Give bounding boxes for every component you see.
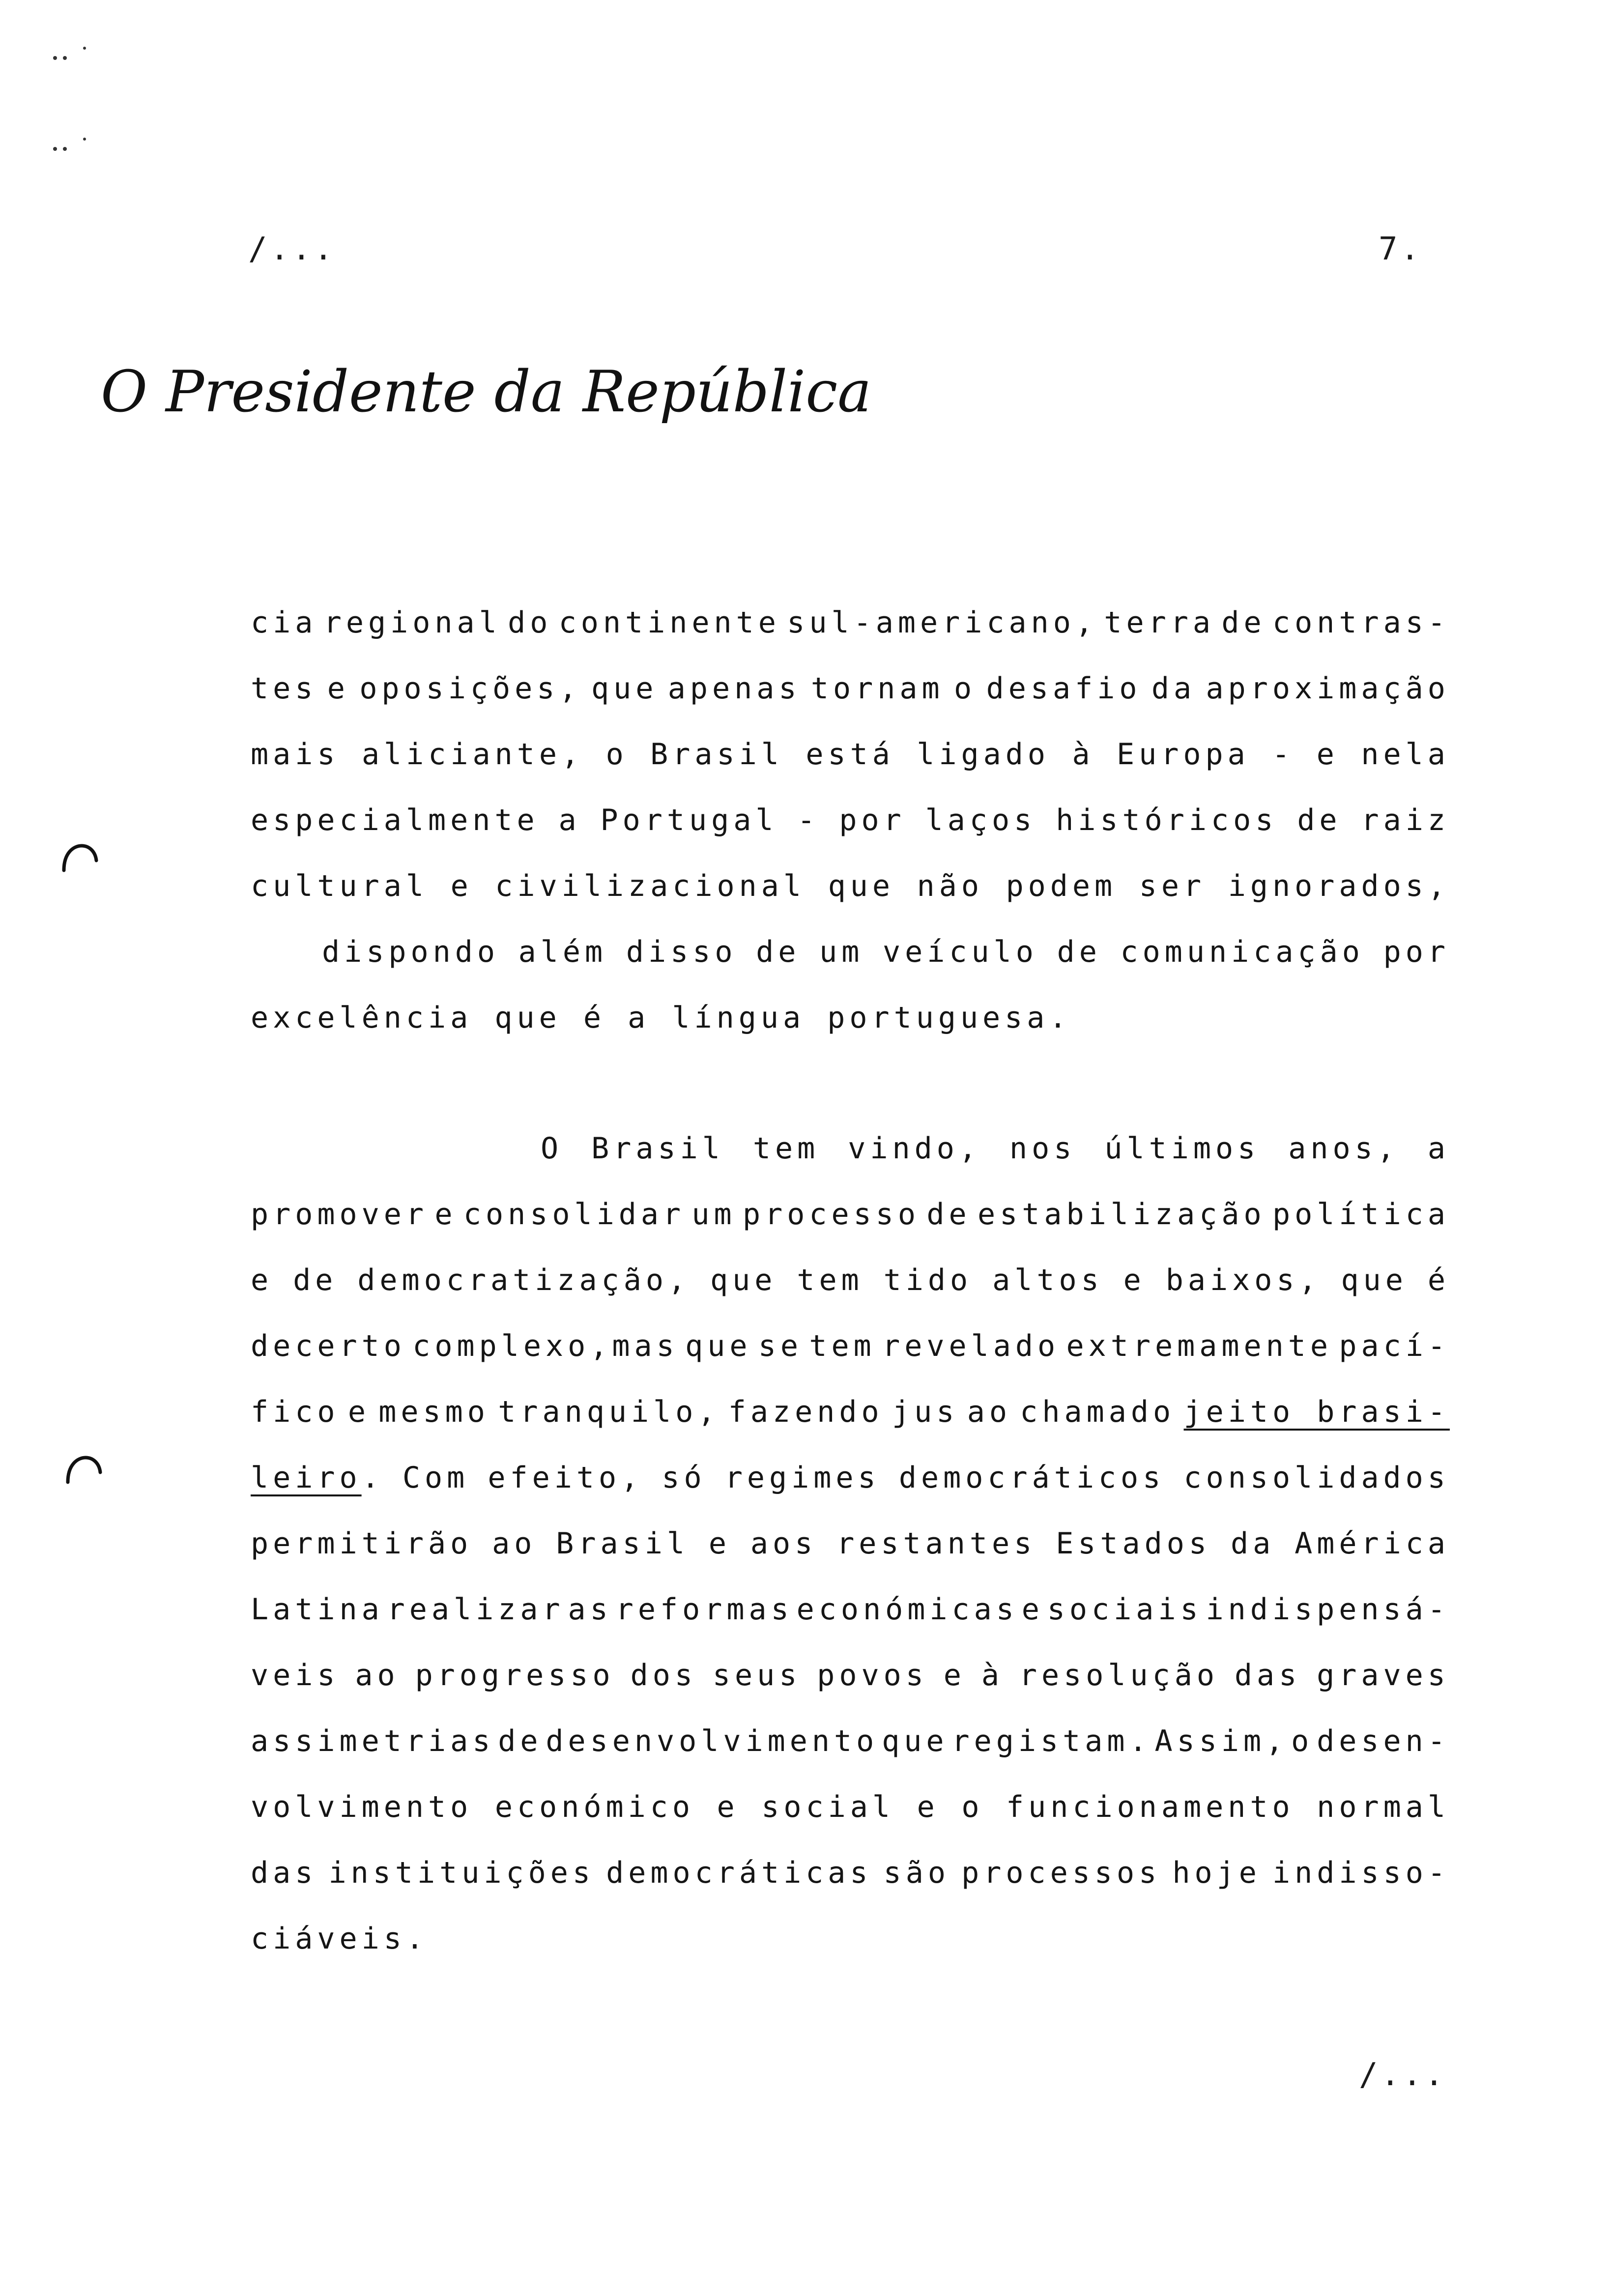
word: fico [251,1395,340,1429]
word: América [1295,1526,1450,1561]
word: regimes [724,1461,880,1495]
text-line [251,1445,1450,1511]
word: económicas [796,1592,1018,1627]
punch-hole-mark [60,843,99,872]
word: estabilização [977,1197,1266,1232]
word: tornam [810,671,944,706]
word: - [1272,737,1295,772]
word: o [1291,1724,1314,1758]
word: laços [925,803,1036,837]
word: das [1234,1658,1301,1693]
word: só [662,1461,706,1495]
word: das [251,1856,317,1890]
word: desenvolvimento [546,1724,879,1758]
word: e [434,1197,457,1232]
word: seus [712,1658,802,1693]
word: e [1123,1263,1146,1297]
body-paragraph-1 [251,590,1450,1051]
word: reformas [615,1592,793,1627]
word: e [917,1790,939,1824]
word: à [1072,737,1094,772]
word: últimos [1104,1131,1260,1166]
word: históricos [1056,803,1278,837]
word: volvimento [251,1790,473,1824]
word: social [761,1790,894,1824]
word: regional [323,605,501,640]
word: de [1221,605,1266,640]
word: complexo,mas [412,1329,679,1363]
word: sociais [1047,1592,1203,1627]
word: funcionamento [1006,1790,1295,1824]
word: aliciante, [361,737,584,772]
text-line [251,1906,1450,1972]
word: a [1427,1131,1450,1166]
word: o [954,671,977,706]
word: indisso- [1272,1856,1450,1890]
letterhead-title: O Presidente da República [101,359,872,425]
word: comunicação [1120,935,1364,969]
continuation-mark-top: /... [248,231,336,267]
word: instituições [328,1856,595,1890]
word: Com [402,1461,469,1495]
word: dispondo [322,935,499,969]
word: por [1383,935,1450,969]
text-line [251,853,1450,919]
word: que [591,671,658,706]
text-line [251,1379,1450,1445]
word: dos [630,1658,697,1693]
word: apenas [667,671,801,706]
word: tem [809,1329,876,1363]
word: por [839,803,906,837]
word: de [756,935,801,969]
word: processos [961,1856,1161,1890]
word: ignorados, [1228,869,1450,903]
word: cia [251,605,317,640]
text-line [251,1181,1450,1247]
word: um [691,1197,736,1232]
word: restantes [836,1526,1036,1561]
word: registam. [951,1724,1151,1758]
word: e [708,1526,731,1561]
word: efeito, [488,1461,643,1495]
word: política [1272,1197,1450,1232]
word: ligado [917,737,1050,772]
word: que [882,1724,949,1758]
word: é [1427,1263,1450,1297]
word: Brasil [650,737,783,772]
word: ciáveis. [251,1922,428,1956]
word: O [541,1131,563,1166]
word: são [883,1856,950,1890]
word: que [710,1263,777,1297]
word: Estados [1056,1526,1211,1561]
text-line [251,1840,1450,1906]
text-line [251,1774,1450,1840]
word: as [568,1592,612,1627]
word: que [1341,1263,1408,1297]
word: baixos, [1165,1263,1321,1297]
scan-artifact-dots [49,44,93,64]
word: revelado [882,1329,1060,1363]
word: ao [355,1658,400,1693]
word: oposições, [359,671,581,706]
text-line [251,590,1450,656]
word: nos [1009,1131,1076,1166]
word: permitirão [251,1526,473,1561]
word: e [717,1790,739,1824]
text-line [251,1511,1450,1577]
word: leiro. [251,1461,384,1495]
word: e [347,1395,370,1429]
word: altos [992,1263,1103,1297]
word: chamado [1020,1395,1176,1429]
word: fazendo [728,1395,884,1429]
word: graves [1317,1658,1450,1693]
word: nela [1361,737,1450,772]
word: sul-americano, [787,605,1098,640]
word: aos [750,1526,817,1561]
word: indispensá- [1206,1592,1450,1627]
page-number: 7. [1379,231,1423,267]
word: Latina [251,1592,384,1627]
word: se [758,1329,803,1363]
word: disso [626,935,737,969]
word: civilizacional [495,869,806,903]
word: aproximação [1206,671,1450,706]
word: ao [492,1526,537,1561]
word: e [943,1658,966,1693]
word: Assim, [1154,1724,1288,1758]
word: económico [494,1790,694,1824]
word: Brasil [556,1526,690,1561]
word: povos [817,1658,928,1693]
word: Portugal [600,803,778,837]
text-line [251,1313,1450,1379]
text-line [251,1247,1450,1313]
word: excelência que é a língua portuguesa. [251,1001,1071,1035]
word: decerto [251,1329,406,1363]
text-line [251,1642,1450,1708]
word: especialmente [251,803,539,837]
text-line [251,1116,1450,1181]
word: da [1230,1526,1275,1561]
word: tido [883,1263,973,1297]
continuation-mark-bottom: /... [1359,2057,1447,2093]
word: mesmo [378,1395,489,1429]
word: contras- [1272,605,1450,640]
word: pací- [1339,1329,1450,1363]
word: e [1021,1592,1044,1627]
word: democráticas [606,1856,872,1890]
word: de [498,1724,543,1758]
word: o [961,1790,984,1824]
word: tranquilo, [498,1395,720,1429]
word: a [558,803,581,837]
text-line [251,721,1450,787]
word: desafio [986,671,1142,706]
word: ser [1139,869,1206,903]
word: da [1151,671,1196,706]
word: à [981,1658,1004,1693]
word: mais [251,737,340,772]
word: cultural [251,869,428,903]
word: continente [558,605,780,640]
word: veículo [883,935,1038,969]
word: que [828,869,894,903]
word: de [926,1197,971,1232]
text-line [251,1708,1450,1774]
word: normal [1317,1790,1450,1824]
word: terra [1104,605,1215,640]
word: tem [752,1131,820,1166]
word: - [797,803,820,837]
word: além [518,935,607,969]
word: progresso [415,1658,615,1693]
word: e [450,869,473,903]
word: anos, [1288,1131,1399,1166]
text-line [251,1577,1450,1642]
word: jus [892,1395,959,1429]
word: resolução [1019,1658,1219,1693]
word: vindo, [848,1131,981,1166]
word: realizar [387,1592,565,1627]
word: extremamente [1066,1329,1332,1363]
text-line [251,919,1450,985]
word: que [685,1329,752,1363]
word: tem [797,1263,864,1297]
word: processo [743,1197,921,1232]
punch-hole-mark [64,1455,103,1484]
word: e [251,1263,273,1297]
word: não [917,869,983,903]
scan-artifact-dots [49,135,93,155]
word: consolidar [463,1197,686,1232]
text-line [251,787,1450,853]
word: está [806,737,894,772]
word: veis [251,1658,340,1693]
word: do [508,605,552,640]
word: tes [251,671,317,706]
word: hoje [1172,1856,1261,1890]
word: desen- [1317,1724,1450,1758]
word: Europa [1117,737,1250,772]
word: de [293,1263,338,1297]
word: um [819,935,864,969]
word: democratização, [357,1263,691,1297]
word: o [605,737,628,772]
word: e [1316,737,1339,772]
word: jeito brasi- [1183,1395,1450,1429]
word: raiz [1361,803,1450,837]
body-paragraph-2 [251,1116,1450,1972]
word: Brasil [591,1131,724,1166]
word: ao [967,1395,1011,1429]
word: promover [251,1197,428,1232]
word: de [1057,935,1101,969]
word: podem [1006,869,1117,903]
word: e [327,671,349,706]
word: de [1297,803,1342,837]
word: democráticos [898,1461,1165,1495]
text-line [251,985,1450,1051]
word: consolidados [1183,1461,1450,1495]
text-line [251,656,1450,721]
word: assimetrias [251,1724,495,1758]
